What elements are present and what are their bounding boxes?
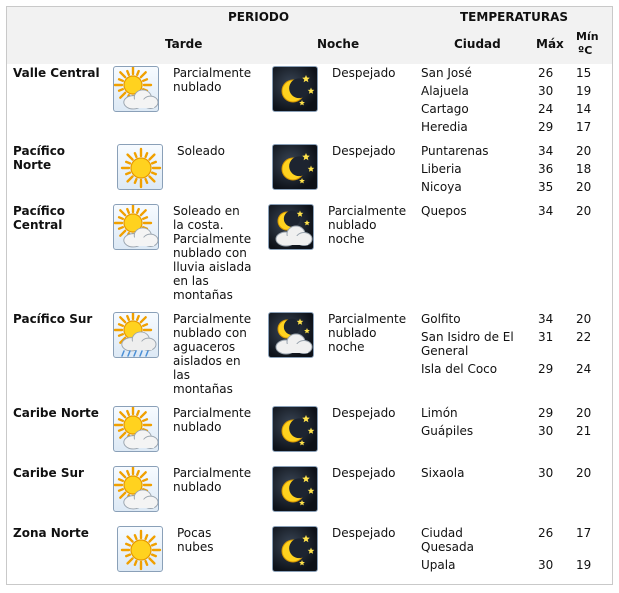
temp-max: 30 (538, 424, 554, 438)
temp-max: 31 (538, 330, 554, 344)
city-name: Quesada (421, 540, 475, 554)
city-name: San Isidro de El (421, 330, 514, 344)
temp-min: 14 (576, 102, 592, 116)
tarde-forecast-text: Parcialmente (173, 232, 252, 246)
temp-max: 26 (538, 526, 554, 540)
tarde-forecast-text: nublado con (173, 246, 247, 260)
sunny-icon (117, 526, 163, 572)
region-name: Caribe Norte (13, 406, 99, 420)
city-name: Limón (421, 406, 458, 420)
tarde-forecast-text: aguaceros (173, 340, 236, 354)
city-name: Alajuela (421, 84, 469, 98)
city-name: Liberia (421, 162, 462, 176)
temp-min: 20 (576, 406, 592, 420)
clear-night-icon (272, 466, 318, 512)
header-tarde: Tarde (165, 37, 203, 51)
region-name: Caribe Sur (13, 466, 84, 480)
region-name: Pacífico Norte (13, 144, 66, 172)
tarde-forecast-text: lluvia aislada (173, 260, 252, 274)
city-name: Quepos (421, 204, 467, 218)
clear-night-icon (272, 406, 318, 452)
temp-max: 26 (538, 66, 554, 80)
clear-night-icon (272, 526, 318, 572)
city-name: Puntarenas (421, 144, 489, 158)
header-noche: Noche (317, 37, 360, 51)
region-name: Valle Central (13, 66, 100, 80)
region-name: Pacífico Central (13, 204, 66, 232)
city-name: San José (421, 66, 472, 80)
temp-max: 30 (538, 558, 554, 572)
partly-cloudy-night-icon (268, 204, 314, 250)
temp-min: 24 (576, 362, 592, 376)
city-name: Guápiles (421, 424, 474, 438)
city-name: General (421, 344, 469, 358)
tarde-forecast-text: Soleado (177, 144, 225, 158)
city-name: Golfito (421, 312, 461, 326)
partly-cloudy-icon (113, 406, 159, 452)
temp-max: 36 (538, 162, 554, 176)
temp-max: 34 (538, 144, 554, 158)
tarde-forecast-text: nublado (173, 420, 222, 434)
temp-min: 17 (576, 526, 592, 540)
showers-icon (113, 312, 159, 358)
noche-forecast-text: Despejado (332, 466, 396, 480)
temp-min: 17 (576, 120, 592, 134)
partly-cloudy-icon (113, 466, 159, 512)
temp-min: 22 (576, 330, 592, 344)
tarde-forecast-text: nublado (173, 80, 222, 94)
city-name: Heredia (421, 120, 468, 134)
tarde-forecast-text: montañas (173, 288, 233, 302)
tarde-forecast-text: Parcialmente (173, 466, 252, 480)
city-name: Isla del Coco (421, 362, 498, 376)
noche-forecast-text: Parcialmente (328, 204, 407, 218)
temp-max: 29 (538, 120, 554, 134)
temp-min: 20 (576, 204, 592, 218)
temp-max: 24 (538, 102, 554, 116)
temp-max: 30 (538, 466, 554, 480)
tarde-forecast-text: Parcialmente (173, 312, 252, 326)
city-name: Sixaola (421, 466, 465, 480)
tarde-forecast-text: nubes (177, 540, 214, 554)
city-name: Ciudad (421, 526, 463, 540)
region-name: Pacífico Sur (13, 312, 93, 326)
city-name: Cartago (421, 102, 469, 116)
partly-cloudy-icon (113, 204, 159, 250)
tarde-forecast-text: nublado con (173, 326, 247, 340)
noche-forecast-text: noche (328, 340, 365, 354)
city-name: Upala (421, 558, 456, 572)
tarde-forecast-text: Pocas (177, 526, 212, 540)
temp-min: 20 (576, 466, 592, 480)
temp-max: 30 (538, 84, 554, 98)
noche-forecast-text: nublado (328, 218, 377, 232)
temp-min: 18 (576, 162, 592, 176)
tarde-forecast-text: Soleado en (173, 204, 240, 218)
temp-max: 29 (538, 406, 554, 420)
tarde-forecast-text: la costa. (173, 218, 224, 232)
clear-night-icon (272, 66, 318, 112)
header-temperaturas: TEMPERATURAS (460, 10, 569, 24)
tarde-forecast-text: en las (173, 274, 209, 288)
temp-max: 35 (538, 180, 554, 194)
noche-forecast-text: Despejado (332, 66, 396, 80)
noche-forecast-text: Parcialmente (328, 312, 407, 326)
tarde-forecast-text: Parcialmente (173, 406, 252, 420)
temp-min: 20 (576, 312, 592, 326)
temp-max: 34 (538, 312, 554, 326)
header-min: Mín (576, 30, 599, 43)
temp-max: 34 (538, 204, 554, 218)
noche-forecast-text: Despejado (332, 526, 396, 540)
temp-min: 20 (576, 144, 592, 158)
partly-cloudy-night-icon (268, 312, 314, 358)
region-name: Zona Norte (13, 526, 89, 540)
noche-forecast-text: noche (328, 232, 365, 246)
temp-min: 19 (576, 84, 592, 98)
temp-min: 19 (576, 558, 592, 572)
tarde-forecast-text: montañas (173, 382, 233, 396)
temp-min: 20 (576, 180, 592, 194)
temp-max: 29 (538, 362, 554, 376)
noche-forecast-text: nublado (328, 326, 377, 340)
city-name: Nicoya (421, 180, 462, 194)
noche-forecast-text: Despejado (332, 144, 396, 158)
sunny-icon (117, 144, 163, 190)
partly-cloudy-icon (113, 66, 159, 112)
tarde-forecast-text: las (173, 368, 190, 382)
clear-night-icon (272, 144, 318, 190)
header-periodo: PERIODO (228, 10, 290, 24)
header-max: Máx (536, 37, 564, 51)
temp-min: 15 (576, 66, 592, 80)
header-min-unit: ºC (578, 44, 593, 57)
tarde-forecast-text: nublado (173, 480, 222, 494)
tarde-forecast-text: Parcialmente (173, 66, 252, 80)
header-ciudad: Ciudad (454, 37, 501, 51)
tarde-forecast-text: aislados en (173, 354, 241, 368)
noche-forecast-text: Despejado (332, 406, 396, 420)
temp-min: 21 (576, 424, 592, 438)
